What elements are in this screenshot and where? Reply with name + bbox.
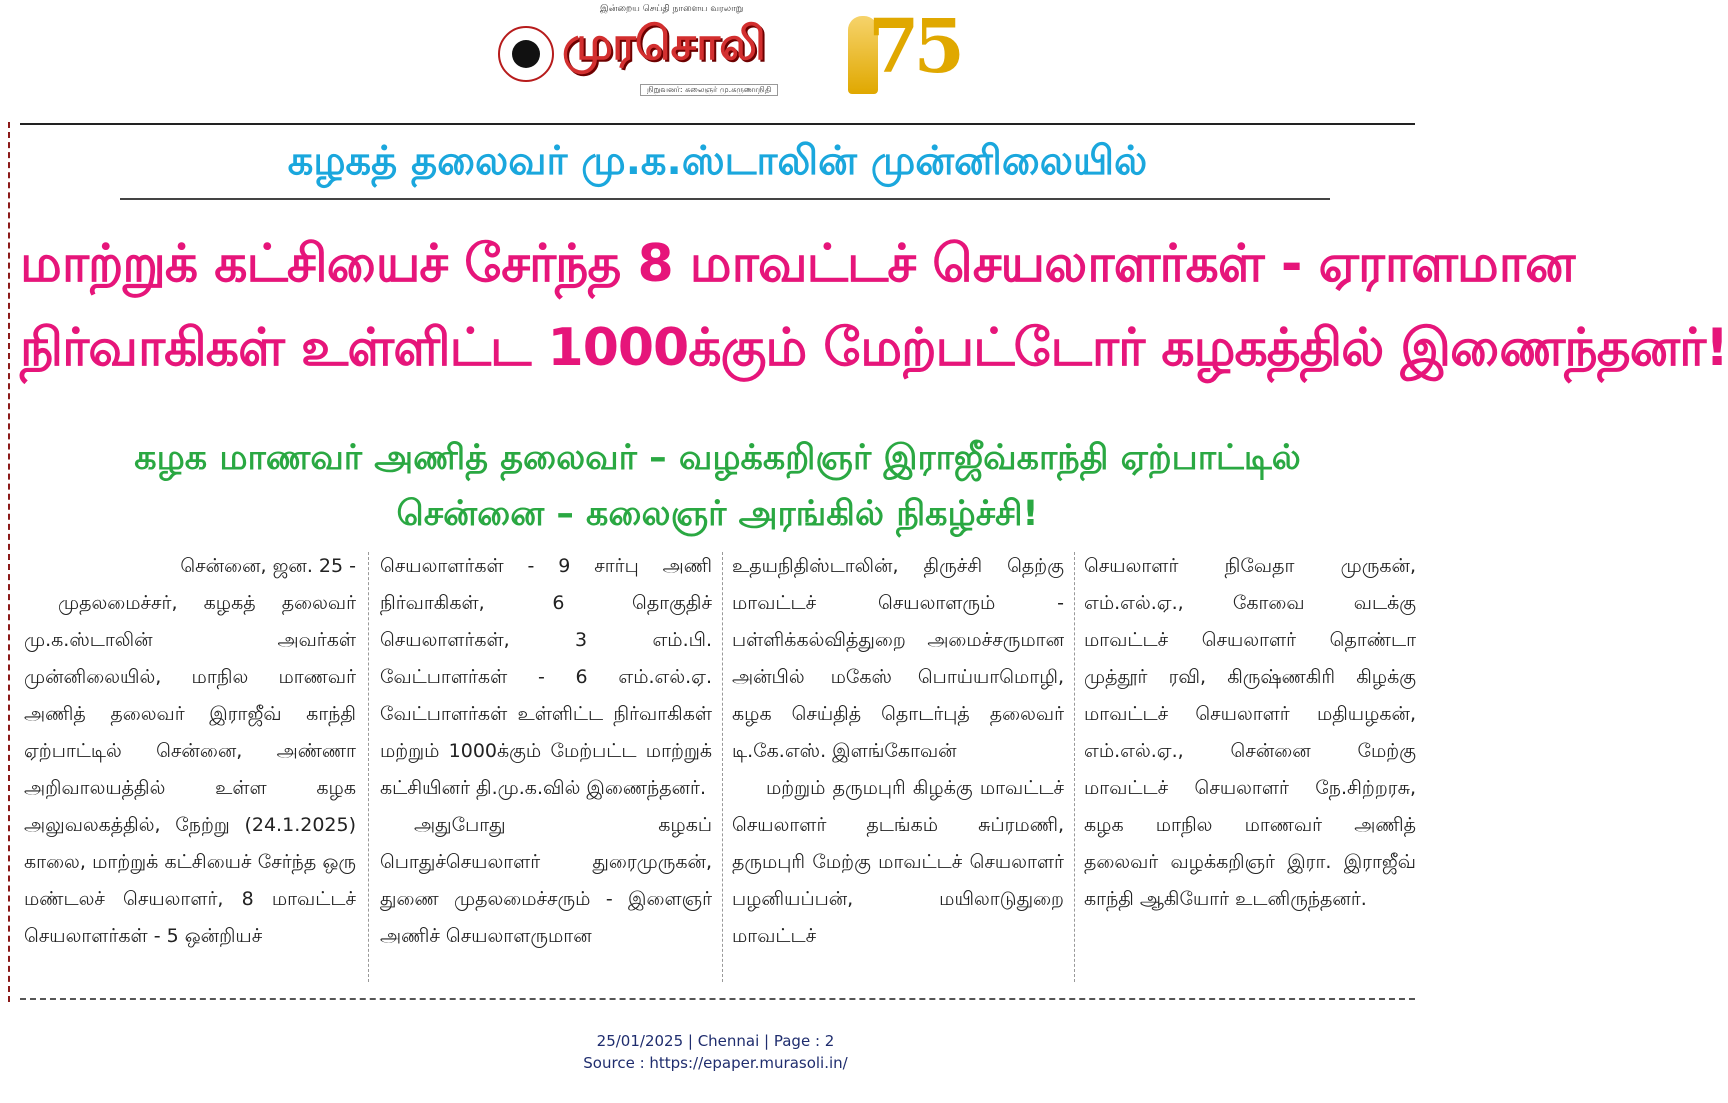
top-divider	[20, 123, 1415, 125]
jubilee-number: 75	[868, 4, 959, 90]
deck-line-2: சென்னை – கலைஞர் அரங்கில் நிகழ்ச்சி!	[396, 494, 1039, 534]
newspaper-logo: முரசொலி	[562, 16, 765, 70]
paragraph: செயலாளர்கள் - 9 சார்பு அணி நிர்வாகிகள், 6 தொகுதிச் செயலாளர்கள், 3 எம்.பி. வேட்பாளர்கள் - 6 எம்.எல்.ஏ. வேட்பாளர்கள் உள்ளிட்ட நிர்வாகிகள் மற்றும் 1000க்கும் மேற்பட்ட மாற்றுக் கட்சியினர் தி.மு.க.வில் இணைந்தனர்.	[380, 555, 712, 799]
paragraph: மற்றும் தருமபுரி கிழக்கு மாவட்டச் செயலாளர் தடங்கம் சுப்ரமணி, தருமபுரி மேற்கு மாவட்டச் செயலாளர் பழனியப்பன், மயிலாடுதுறை மாவட்டச்	[732, 777, 1064, 947]
paragraph: அதுபோது கழகப் பொதுச்செயலாளர் துரைமுருகன், துணை முதலமைச்சரும் - இளைஞர் அணிச் செயலாளருமான	[380, 814, 712, 947]
article-column-2	[380, 548, 712, 988]
logo-subtitle: நிறுவனர்: கலைஞர் மு.கருணாநிதி	[640, 84, 778, 96]
clipping-left-border	[8, 122, 10, 1002]
column-divider	[722, 552, 723, 982]
paragraph: உதயநிதிஸ்டாலின், திருச்சி தெற்கு மாவட்டச் செயலாளரும் - பள்ளிக்கல்வித்துறை அமைச்சருமான அன்பில் மகேஸ் பொய்யாமொழி, கழக செய்தித் தொடர்புத் தலைவர் டி.கே.எஸ். இளங்கோவன்	[732, 555, 1064, 762]
article-kicker: கழகத் தலைவர் மு.க.ஸ்டாலின் முன்னிலையில்	[287, 138, 1148, 184]
kicker-underline	[120, 198, 1330, 200]
footer-source-link[interactable]: Source : https://epaper.murasoli.in/	[583, 1054, 848, 1072]
article-column-4	[1084, 548, 1416, 988]
footer-date-page: 25/01/2025 | Chennai | Page : 2	[596, 1032, 835, 1050]
deck-line-1: கழக மாணவர் அணித் தலைவர் – வழக்கறிஞர் இராஜீவ்காந்தி ஏற்பாட்டில்	[134, 438, 1301, 478]
jubilee-75-badge	[848, 4, 959, 96]
article-column-3	[732, 548, 1064, 988]
masthead	[490, 4, 959, 100]
article-headline	[20, 222, 1728, 390]
column-divider	[368, 552, 369, 982]
dateline: சென்னை, ஜன. 25 -	[180, 555, 356, 577]
party-emblem-icon	[498, 26, 554, 82]
masthead-tagline: இன்றைய செய்தி நாளைய வரலாறு	[600, 4, 744, 14]
column-divider	[1074, 552, 1075, 982]
article-deck	[20, 430, 1415, 542]
paragraph: முதலமைச்சர், கழகத் தலைவர் மு.க.ஸ்டாலின் அவர்கள் முன்னிலையில், மாநில மாணவர் அணித் தலைவர் இராஜீவ் காந்தி ஏற்பாட்டில் சென்னை, அண்ணா அறிவாலயத்தில் உள்ள கழக அலுவலகத்தில், நேற்று (24.1.2025) காலை, மாற்றுக் கட்சியைச் சேர்ந்த ஒரு மண்டலச் செயலாளர், 8 மாவட்டச் செயலாளர்கள் - 5 ஒன்றியச்	[24, 592, 356, 947]
headline-line-2: நிர்வாகிகள் உள்ளிட்ட 1000க்கும் மேற்பட்டோர் கழகத்தில் இணைந்தனர்!	[20, 318, 1728, 378]
article-column-1	[24, 548, 356, 988]
paragraph: செயலாளர் நிவேதா முருகன், எம்.எல்.ஏ., கோவை வடக்கு மாவட்டச் செயலாளர் தொண்டா முத்தூர் ரவி, கிருஷ்ணகிரி கிழக்கு மாவட்டச் செயலாளர் மதியழகன், எம்.எல்.ஏ., சென்னை மேற்கு மாவட்டச் செயலாளர் நே.சிற்றரசு, கழக மாநில மாணவர் அணித் தலைவர் வழக்கறிஞர் இரா. இராஜீவ் காந்தி ஆகியோர் உடனிருந்தனர்.	[1084, 555, 1416, 910]
headline-line-1: மாற்றுக் கட்சியைச் சேர்ந்த 8 மாவட்டச் செயலாளர்கள் - ஏராளமான	[20, 234, 1575, 294]
bottom-divider	[20, 998, 1415, 1000]
